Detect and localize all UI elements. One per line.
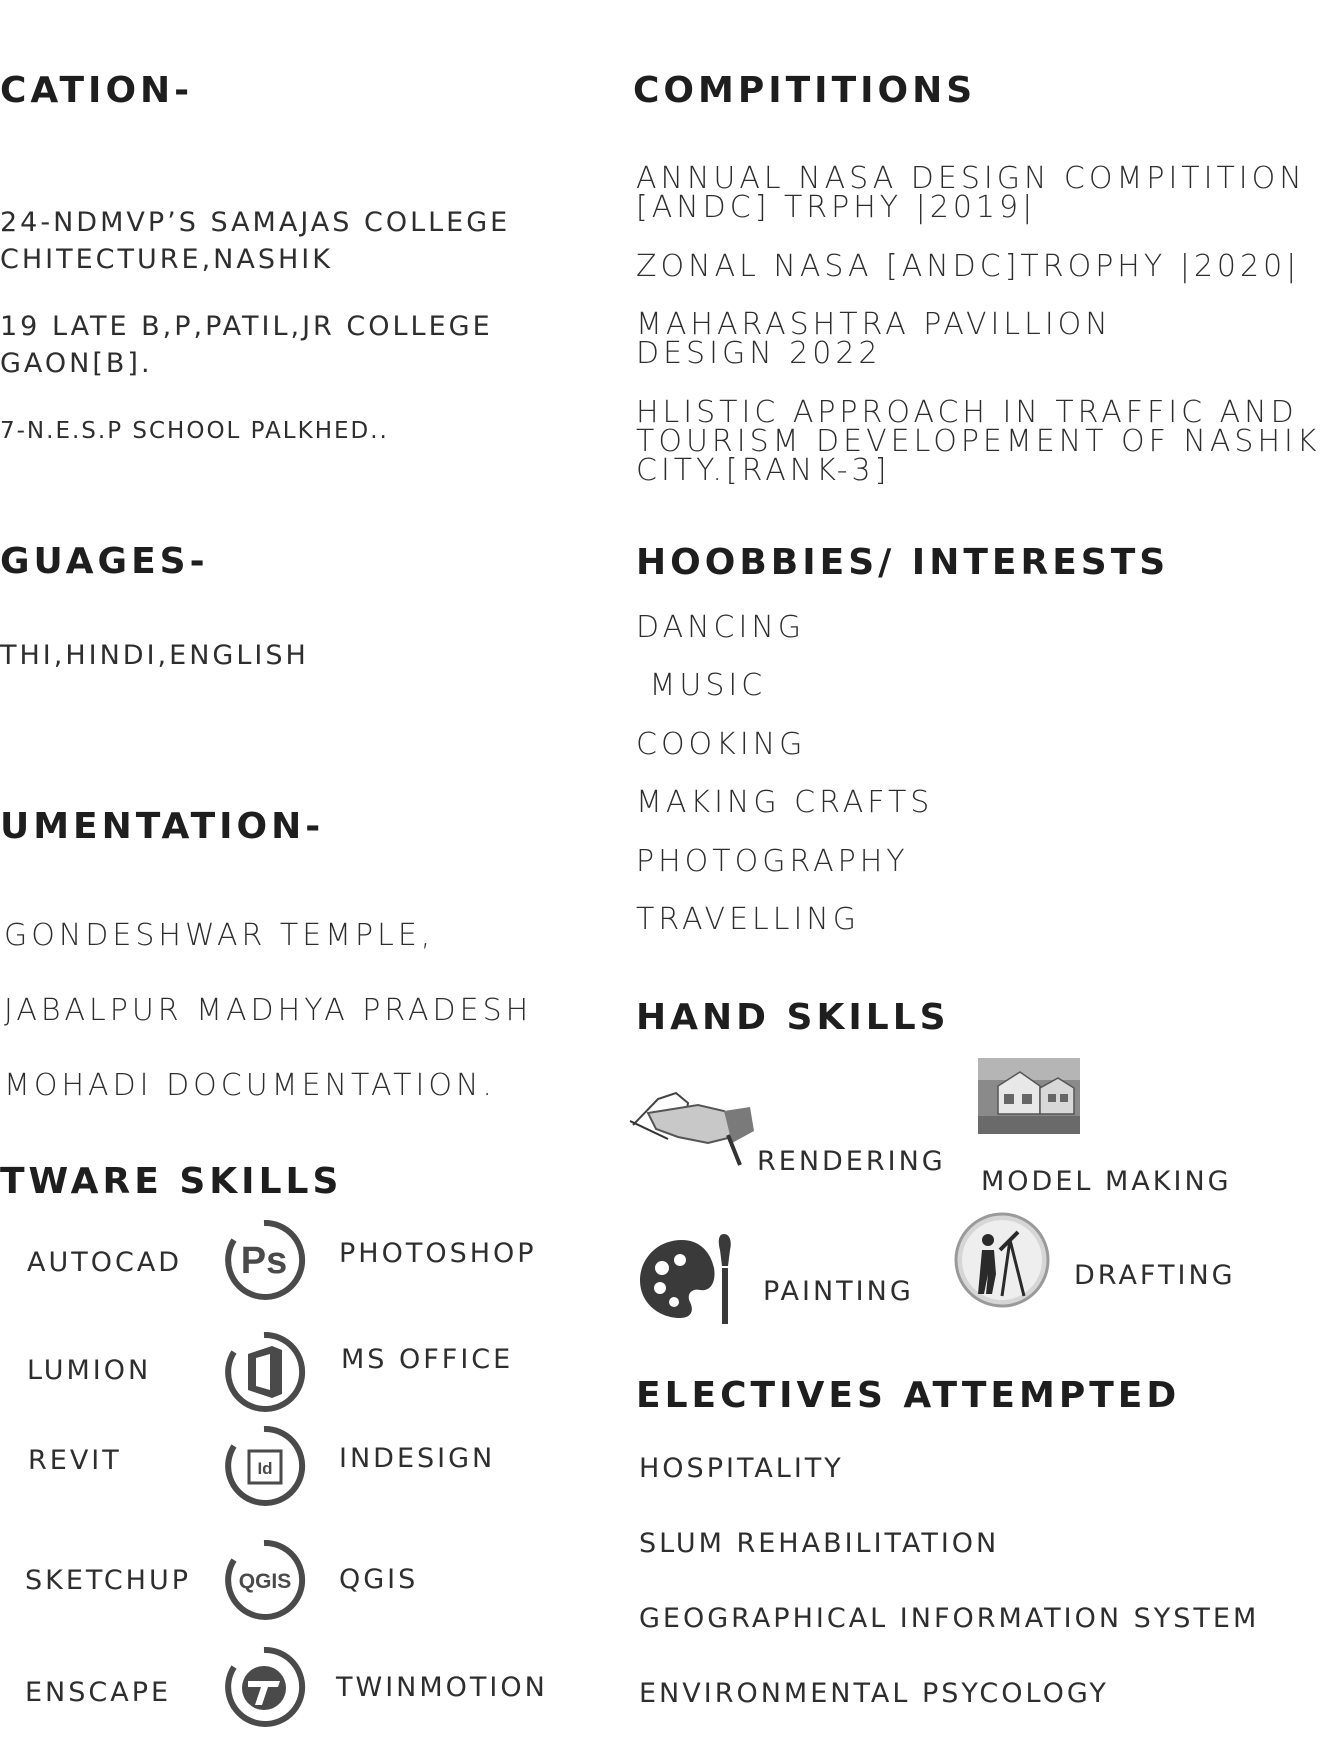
education-item-2: 19 LATE B,P,PATIL,JR COLLEGE GAON[B].: [0, 311, 493, 379]
competition-item-4: HLISTIC APPROACH IN TRAFFIC AND TOURISM DEVELOPEMENT OF NASHIK CITY.[RANK-3]: [636, 395, 1321, 488]
painting-palette-icon: [638, 1232, 738, 1326]
elective-item: GEOGRAPHICAL INFORMATION SYSTEM: [639, 1603, 1260, 1634]
hand-skill-drafting: DRAFTING: [1074, 1260, 1236, 1291]
svg-text:Id: Id: [257, 1459, 273, 1478]
model-making-image: [978, 1058, 1080, 1134]
hand-skills-heading: HAND SKILLS: [636, 997, 950, 1038]
hand-skill-rendering: RENDERING: [757, 1146, 946, 1177]
indesign-icon: [222, 1424, 306, 1508]
hobby-item: PHOTOGRAPHY: [636, 844, 909, 879]
ms-office-icon: [222, 1330, 306, 1414]
software-photoshop: PHOTOSHOP: [339, 1238, 537, 1269]
twinmotion-icon: [222, 1645, 306, 1729]
hand-skill-painting: PAINTING: [763, 1276, 914, 1307]
svg-text:QGIS: QGIS: [238, 1570, 292, 1593]
software-skills-heading: TWARE SKILLS: [0, 1161, 343, 1202]
elective-item: HOSPITALITY: [639, 1453, 844, 1484]
software-twinmotion: TWINMOTION: [336, 1672, 548, 1703]
svg-text:Ps: Ps: [240, 1240, 288, 1282]
rendering-hand-icon: [628, 1085, 758, 1170]
education-item-3: 7-N.E.S.P SCHOOL PALKHED..: [0, 418, 389, 444]
hobby-item: MAKING CRAFTS: [636, 785, 934, 820]
competition-item-3: MAHARASHTRA PAVILLION DESIGN 2022: [636, 307, 1112, 371]
documentation-heading: UMENTATION-: [0, 806, 325, 847]
qgis-icon: [222, 1538, 306, 1622]
hobby-item: COOKING: [636, 727, 807, 762]
languages-heading: GUAGES-: [0, 541, 209, 582]
education-heading: CATION-: [0, 70, 194, 111]
elective-item: ENVIRONMENTAL PSYCOLOGY: [639, 1678, 1109, 1709]
documentation-item-3: MOHADI DOCUMENTATION.: [4, 1068, 496, 1103]
software-lumion: LUMION: [27, 1355, 152, 1386]
competitions-heading: COMPITITIONS: [633, 70, 977, 111]
hobbies-heading: HOOBBIES/ INTERESTS: [636, 542, 1170, 583]
documentation-item-1: GONDESHWAR TEMPLE,: [4, 918, 435, 953]
photoshop-icon: [222, 1218, 306, 1302]
software-revit: REVIT: [28, 1445, 122, 1476]
education-item-1: 24-NDMVP’S SAMAJAS COLLEGE CHITECTURE,NASHIK: [0, 207, 511, 275]
competition-item-2: ZONAL NASA [ANDC]TROPHY |2020|: [636, 249, 1301, 284]
software-qgis: QGIS: [339, 1564, 419, 1595]
software-autocad: AUTOCAD: [27, 1247, 183, 1278]
languages-value: THI,HINDI,ENGLISH: [0, 640, 309, 671]
hobby-item: DANCING: [636, 610, 806, 645]
hand-skill-model-making: MODEL MAKING: [981, 1166, 1232, 1197]
electives-heading: ELECTIVES ATTEMPTED: [636, 1375, 1181, 1416]
software-sketchup: SKETCHUP: [25, 1565, 192, 1596]
drafting-icon: [952, 1210, 1052, 1310]
software-indesign: INDESIGN: [339, 1443, 496, 1474]
software-ms-office: MS OFFICE: [341, 1344, 514, 1375]
hobby-item: TRAVELLING: [636, 902, 860, 937]
software-enscape: ENSCAPE: [25, 1677, 172, 1708]
hobby-item: MUSIC: [636, 668, 767, 703]
elective-item: SLUM REHABILITATION: [639, 1528, 1000, 1559]
competition-item-1: ANNUAL NASA DESIGN COMPITITION [ANDC] TRPHY |2019|: [636, 161, 1306, 225]
documentation-item-2: JABALPUR MADHYA PRADESH: [4, 993, 533, 1028]
